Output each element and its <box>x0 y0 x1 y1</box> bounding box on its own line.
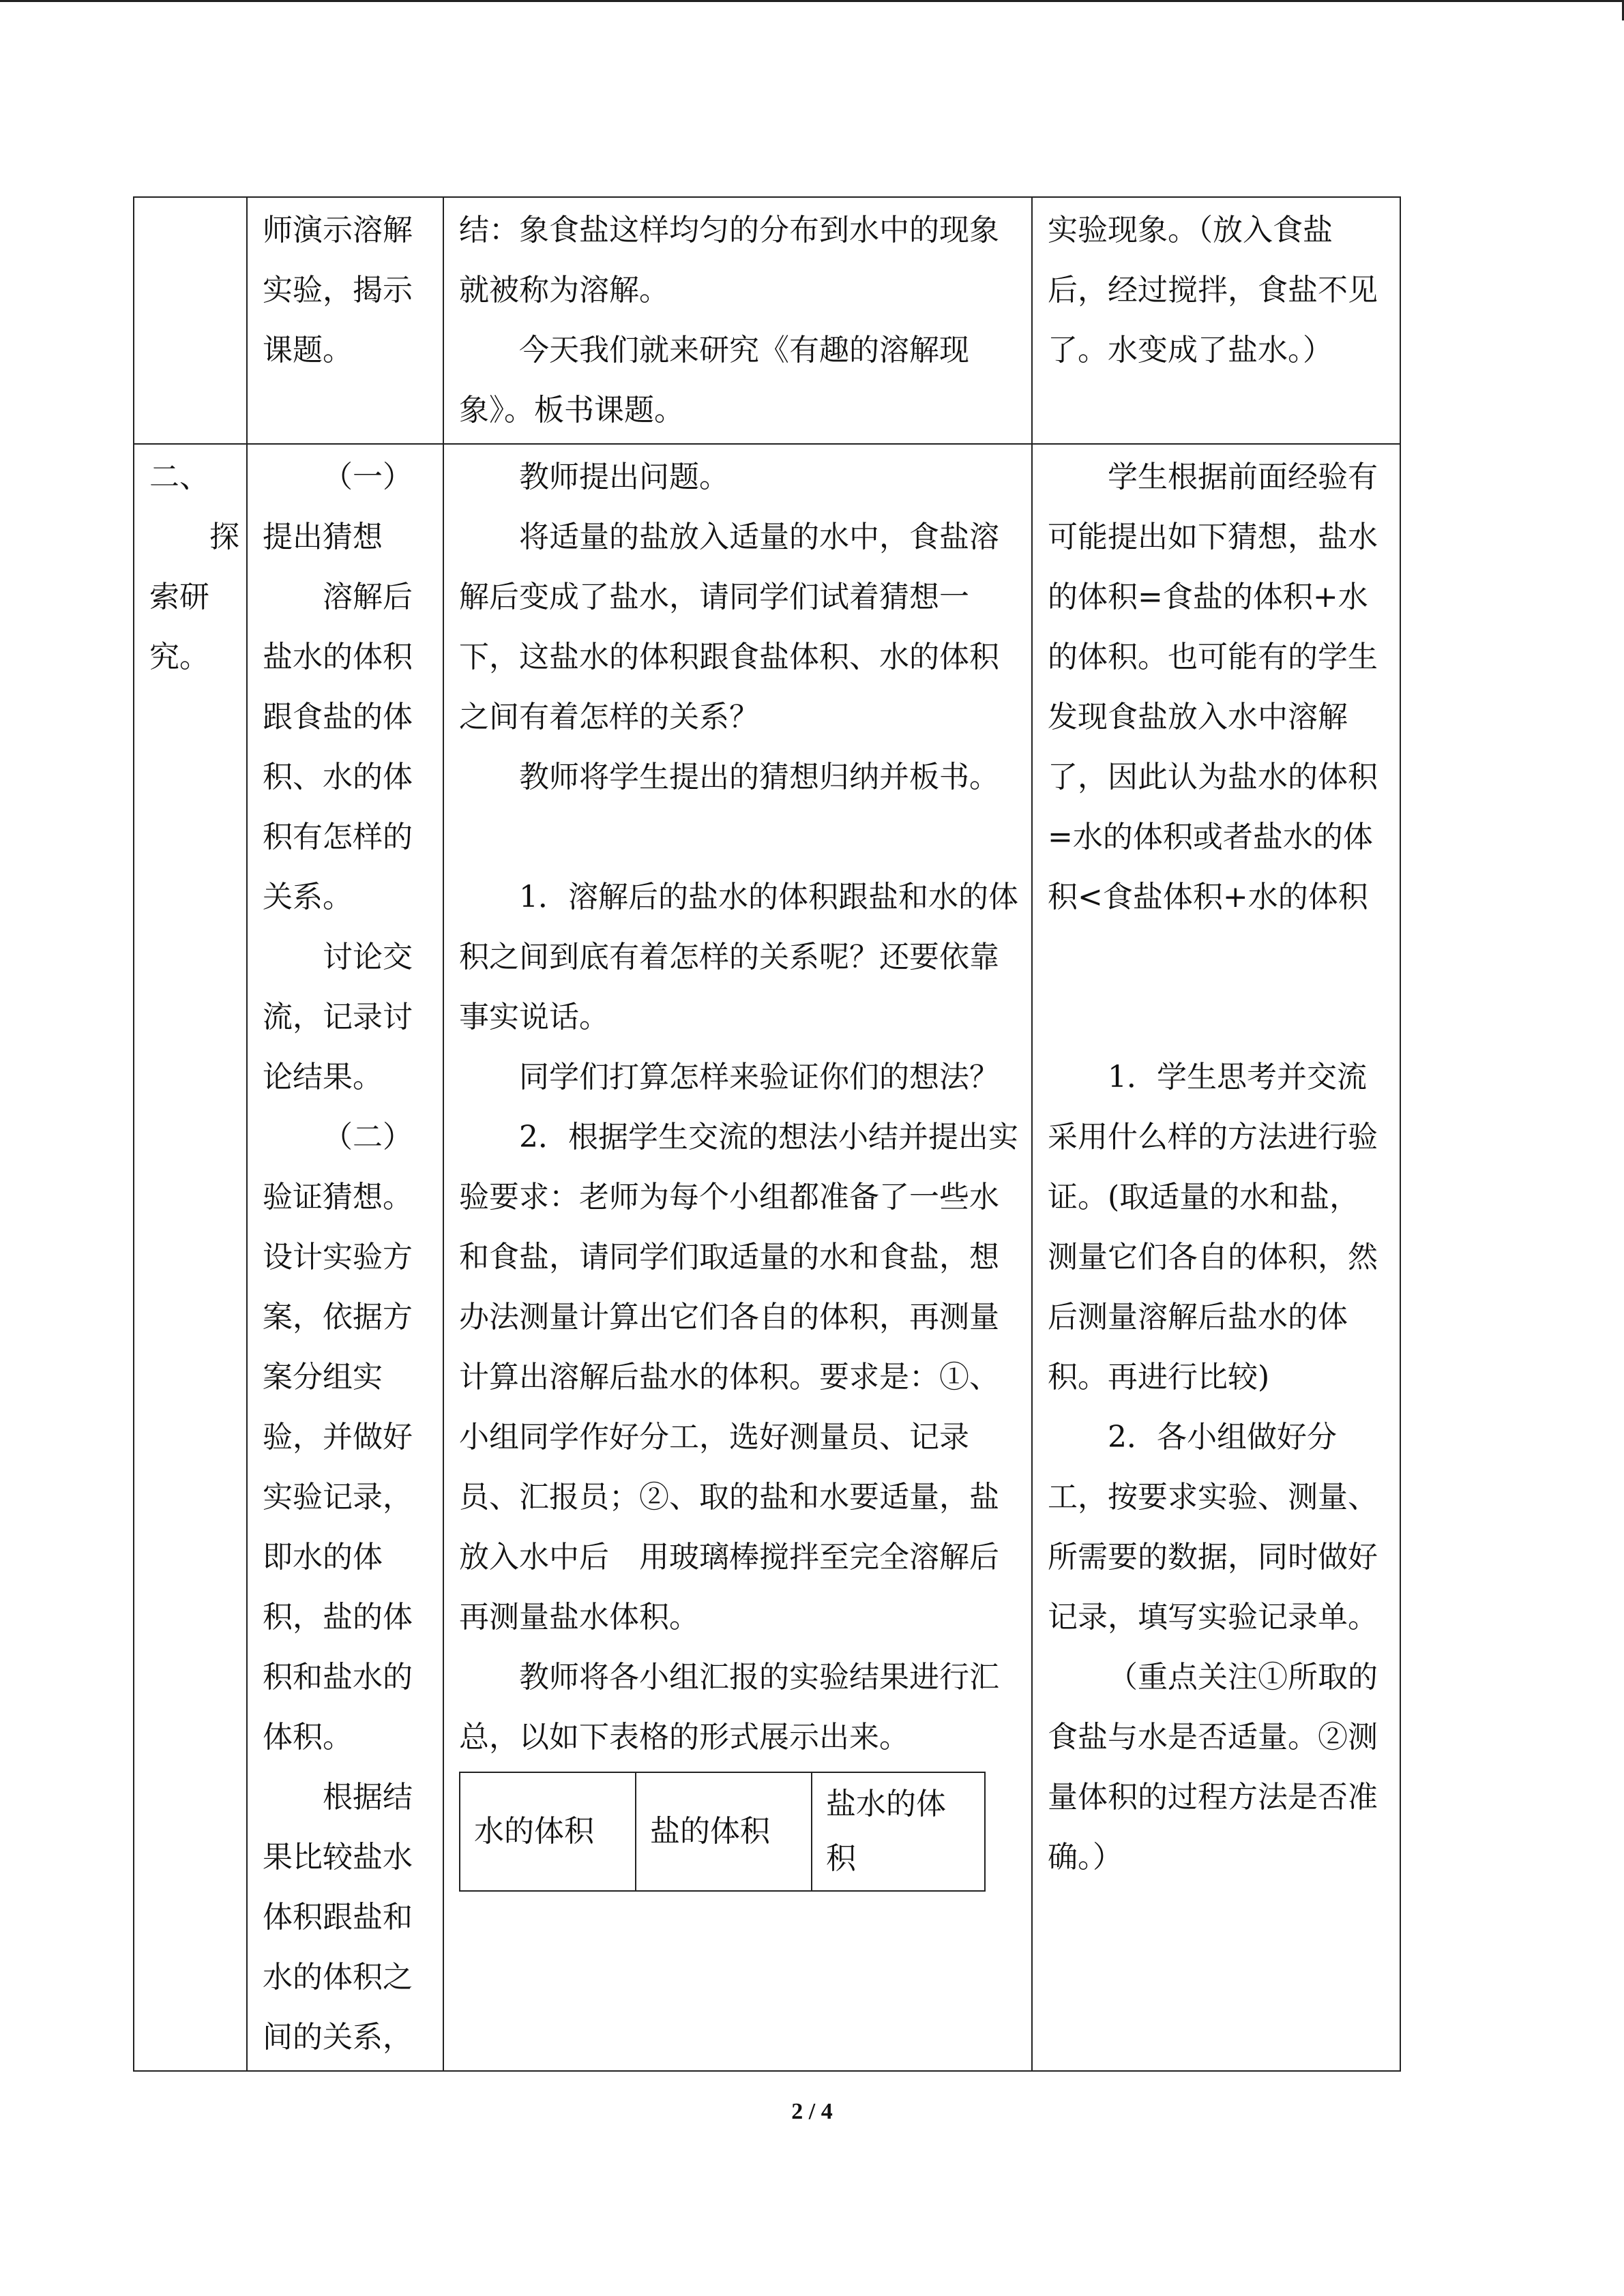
table-header: 水的体积 <box>460 1772 636 1891</box>
table-header: 盐水的体积 <box>812 1772 985 1891</box>
teacher-text: 同学们打算怎样来验证你们的想法？ <box>519 1060 999 1094</box>
stage-cell <box>134 444 247 2071</box>
part2-label: （二） <box>323 1120 413 1154</box>
part1-label: （一） <box>323 460 413 494</box>
teacher-text: 教师将学生提出的猜想归纳并板书。 <box>519 760 999 794</box>
teacher-text: 将适量的盐放入适量的水中，食盐溶解后变成了盐水，请同学们试着猜想一下，这盐水的体积跟食盐体积、水的体积之间有着怎样的关系？ <box>459 520 999 734</box>
teacher-text: 教师将各小组汇报的实验结果进行汇总，以如下表格的形式展示出来。 <box>459 1660 999 1755</box>
teacher-text: 结：象食盐这样均匀的分布到水中的现象就被称为溶解。 <box>459 213 999 308</box>
page-top-border <box>0 0 1624 2</box>
teacher-cell <box>443 444 1032 2071</box>
part1-title: 提出猜想 <box>263 520 383 554</box>
table-row <box>460 1772 985 1891</box>
table-header: 盐的体积 <box>636 1772 812 1891</box>
stage-name: 探索研究。 <box>149 520 239 674</box>
part2-compare: 根据结果比较盐水体积跟盐和水的体积之间的关系， <box>263 1780 413 2055</box>
activity-cell <box>247 444 443 2071</box>
table-row <box>134 197 1400 444</box>
student-cell <box>1032 197 1400 444</box>
spacer <box>459 807 1019 867</box>
results-table <box>459 1772 986 1892</box>
teacher-text: 教师提出问题。 <box>519 460 729 494</box>
student-text: （重点关注①所取的食盐与水是否适量。②测量体积的过程方法是否准确。） <box>1048 1660 1378 1875</box>
part2-body: 验证猜想。设计实验方案，依据方案分组实验，并做好实验记录，即水的体积，盐的体积和盐水的体积。 <box>263 1180 413 1755</box>
table-row <box>134 444 1400 2071</box>
part1-body: 溶解后盐水的体积跟食盐的体积、水的体积有怎样的关系。 <box>263 580 413 914</box>
teacher-cell <box>443 197 1032 444</box>
lesson-plan-table <box>133 196 1401 2072</box>
teacher-text: 今天我们就来研究《有趣的溶解现象》。板书课题。 <box>459 333 969 428</box>
student-text: 1．学生思考并交流采用什么样的方法进行验证。(取适量的水和盐，测量它们各自的体积，然后测量溶解后盐水的体积。再进行比较) <box>1048 1060 1378 1395</box>
part1-discuss: 讨论交流，记录讨论结果。 <box>263 940 413 1094</box>
student-text: 实验现象。（放入食盐后，经过搅拌，食盐不见了。水变成了盐水。） <box>1048 213 1378 368</box>
page-number: 2 / 4 <box>791 2099 833 2124</box>
stage-number: 二、 <box>149 460 209 494</box>
student-text: 学生根据前面经验有可能提出如下猜想，盐水的体积=食盐的体积+水的体积。也可能有的学生发现食盐放入水中溶解了，因此认为盐水的体积=水的体积或者盐水的体积<食盐体积+水的体积 <box>1048 460 1378 914</box>
activity-cell <box>247 197 443 444</box>
activity-text: 师演示溶解实验，揭示课题。 <box>263 213 413 368</box>
spacer <box>1048 927 1387 1047</box>
student-cell <box>1032 444 1400 2071</box>
teacher-text: 1．溶解后的盐水的体积跟盐和水的体积之间到底有着怎样的关系呢？还要依靠事实说话。 <box>459 880 1018 1034</box>
student-text: 2．各小组做好分工，按要求实验、测量、所需要的数据，同时做好记录，填写实验记录单。 <box>1048 1420 1378 1635</box>
teacher-text: 2．根据学生交流的想法小结并提出实验要求：老师为每个小组都准备了一些水和食盐，请同学们取适量的水和食盐，想办法测量计算出它们各自的体积，再测量计算出溶解后盐水的体积。要求是：①、小组同学作好分工，选好测量员、记录员、汇报员；②、取的盐和水要适量，盐放入水中后 用玻璃棒搅拌至完全溶解后再测量盐水体积。 <box>459 1120 1018 1635</box>
stage-cell <box>134 197 247 444</box>
